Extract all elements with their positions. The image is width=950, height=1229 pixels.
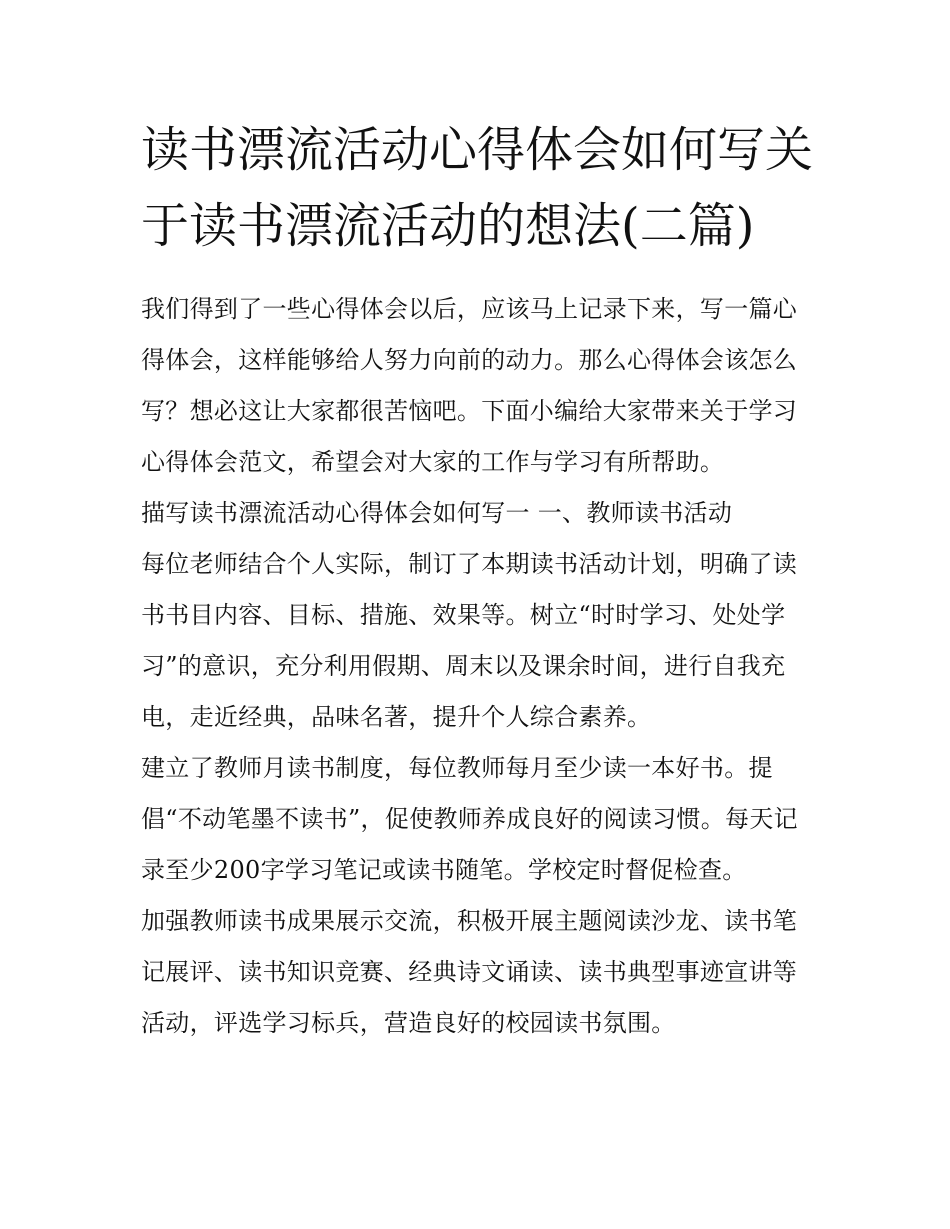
paragraph-reading-exchange: 加强教师读书成果展示交流，积极开展主题阅读沙龙、读书笔记展评、读书知识竞赛、经典诗文诵读、读书典型事迹宣讲等活动，评选学习标兵，营造良好的校园读书氛围。	[141, 907, 798, 1037]
paragraph-reading-plan: 每位老师结合个人实际，制订了本期读书活动计划，明确了读书书目内容、目标、措施、效果等。树立“时时学习、处处学习”的意识，充分利用假期、周末以及课余时间，进行自我充电，走近经典，品味名著，提升个人综合素养。	[141, 550, 798, 731]
paragraph-monthly-reading: 建立了教师月读书制度，每位教师每月至少读一本好书。提倡“不动笔墨不读书”，促使教师养成良好的阅读习惯。每天记录至少200字学习笔记或读书随笔。学校定时督促检查。	[141, 754, 798, 884]
document-body	[141, 284, 813, 1049]
document-title: 读书漂流活动心得体会如何写关于读书漂流活动的想法(二篇)	[141, 122, 814, 254]
paragraph-section-heading: 描写读书漂流活动心得体会如何写一 一、教师读书活动	[141, 499, 733, 527]
document-page	[141, 112, 813, 1049]
paragraph-intro: 我们得到了一些心得体会以后，应该马上记录下来，写一篇心得体会，这样能够给人努力向前的动力。那么心得体会该怎么写？想必这让大家都很苦恼吧。下面小编给大家带来关于学习心得体会范文，希望会对大家的工作与学习有所帮助。	[141, 295, 798, 476]
